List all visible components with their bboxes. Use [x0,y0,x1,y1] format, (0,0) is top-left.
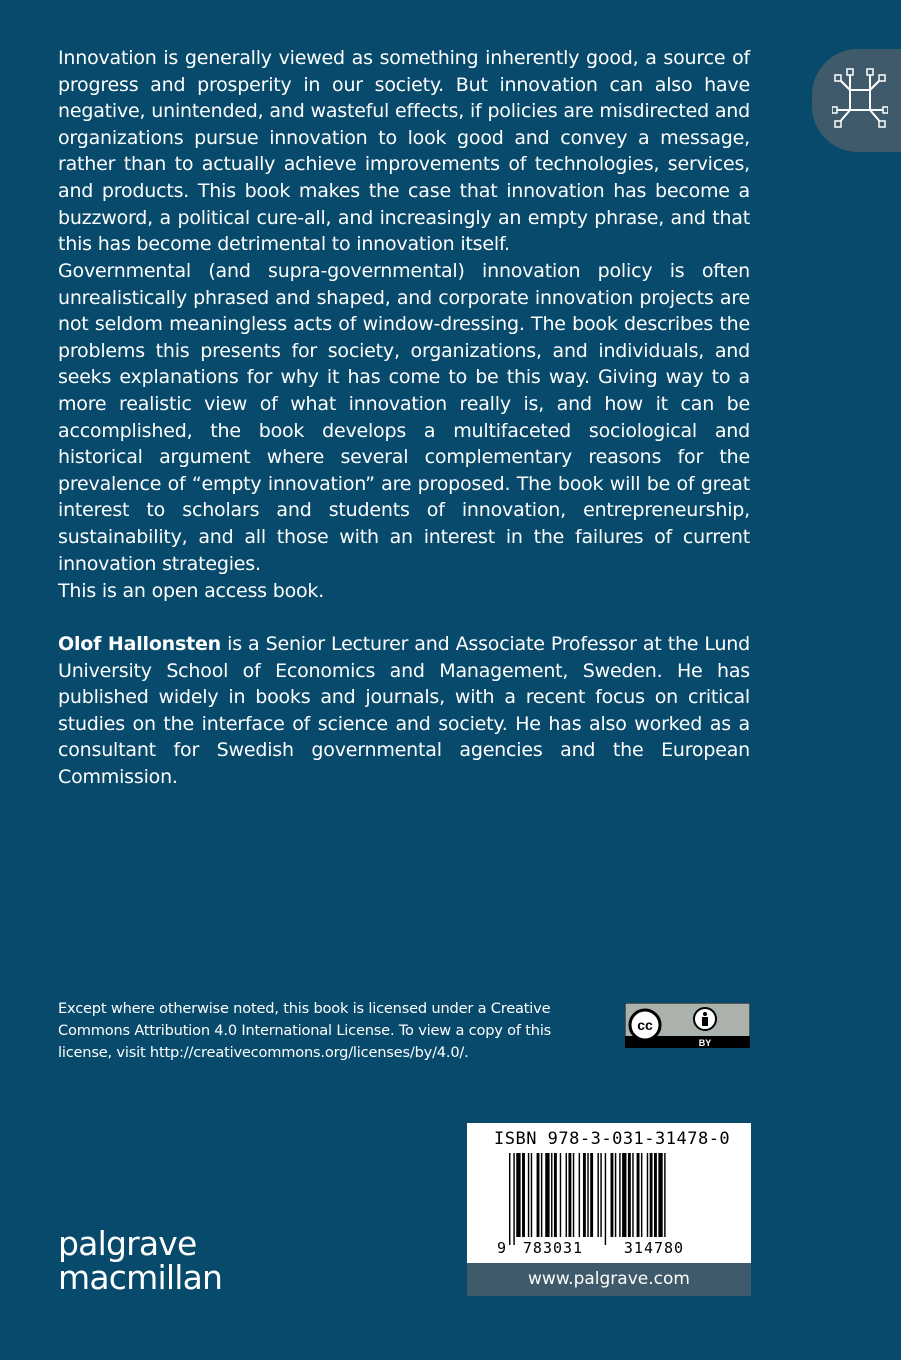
barcode-bar [654,1153,657,1237]
network-icon [832,66,888,136]
barcode-bar [619,1153,620,1237]
barcode-bar [516,1153,520,1237]
blurb-paragraph: Governmental (and supra-governmental) innovation policy is often unrealistically phrased and shaped, and corporate innovation projects are not seldom meaningless acts of window-dressing. The book describes the problems this presents for society, organizations, and individuals, and seeks explanations for why it has come to be this way. Giving way to a more realistic view of what innovation really is, and how it can be accomplished, the book develops a multifaceted sociological and historical argument where several complementary reasons for the prevalence of “empty innovation” are proposed. The book will be of great interest to scholars and students of innovation, entrepreneurship, sustainability, and all those with an interest in the failures of current innovation strategies. [58,260,750,575]
barcode-bar [664,1153,665,1237]
publisher-website: www.palgrave.com [467,1263,751,1296]
barcode-bar [628,1153,631,1237]
barcode-bar [528,1153,529,1237]
barcode-bar [647,1153,648,1237]
barcode-bar [566,1153,567,1237]
barcode-bar [509,1153,510,1245]
barcode-bar [622,1153,626,1237]
barcode-bar [513,1153,514,1245]
isbn-barcode-block [467,1123,751,1263]
barcode-bar [605,1153,606,1245]
logo-line-1: palgrave [58,1224,197,1263]
blurb-paragraph: Innovation is generally viewed as something inherently good, a source of progress and prosperity in our society. But innovation can also have negative, unintended, and wasteful effects, if policies are misdirected and organizations pursue innovation to look good and convey a message, rather than to actually achieve improvements of technologies, services, and products. This book makes the case that innovation has become a buzzword, a political cure-all, and increasingly an empty phrase, and that this has become detrimental to innovation itself. [58,47,750,256]
logo-line-2: macmillan [58,1258,223,1297]
barcode-bar [551,1153,552,1237]
barcode-bar [545,1153,549,1237]
isbn-label: ISBN 978-3-031-31478-0 [494,1129,731,1149]
publisher-logo [58,1224,223,1297]
series-badge [812,49,901,152]
cc-by-badge [625,1003,750,1048]
open-access-note: This is an open access book. [58,580,325,602]
barcode-bar [573,1153,574,1237]
author-bio-text: is a Senior Lecturer and Associate Professor at the Lund University School of Economics and Management, Sweden. He has published widely in books and journals, with a recent focus on critical studies on the interface of science and society. He has also worked as a consultant for Swedish governmental agencies and the European Commission. [58,633,750,788]
barcode-bar [537,1153,540,1237]
svg-text:cc: cc [637,1017,653,1033]
barcode-bar [554,1153,557,1237]
barcode-bar [632,1153,633,1237]
barcode-bar [568,1153,571,1237]
author-bio [58,631,750,791]
barcode-bar [641,1153,642,1237]
barcode [491,1153,731,1259]
author-name: Olof Hallonsten [58,633,222,655]
license-text: Except where otherwise noted, this book is licensed under a Creative Commons Attribution 4.0 International License. To view a copy of this license, visit http://creativecommons.org/licenses/by/4.0/. [58,1000,552,1061]
barcode-bar [541,1153,542,1237]
barcode-digits-right: 314780 [623,1239,685,1257]
barcode-bar [579,1153,580,1237]
barcode-bar [522,1153,525,1237]
barcode-bar [615,1153,616,1237]
barcode-bar [650,1153,653,1237]
barcode-bar [531,1153,532,1237]
barcode-bar [600,1153,601,1237]
barcode-bar [658,1153,662,1237]
barcode-bar [611,1153,614,1237]
barcode-bar [590,1153,593,1237]
cc-icon [630,1010,660,1040]
barcode-bar [583,1153,586,1237]
barcode-bar [560,1153,561,1237]
person-icon [694,1008,716,1030]
barcode-bar [587,1153,588,1237]
barcode-digit-lead: 9 [497,1239,507,1257]
cc-by-label: BY [698,1038,712,1048]
barcode-digits-left: 783031 [522,1239,584,1257]
barcode-bar [637,1153,640,1237]
barcode-bar [597,1153,598,1237]
